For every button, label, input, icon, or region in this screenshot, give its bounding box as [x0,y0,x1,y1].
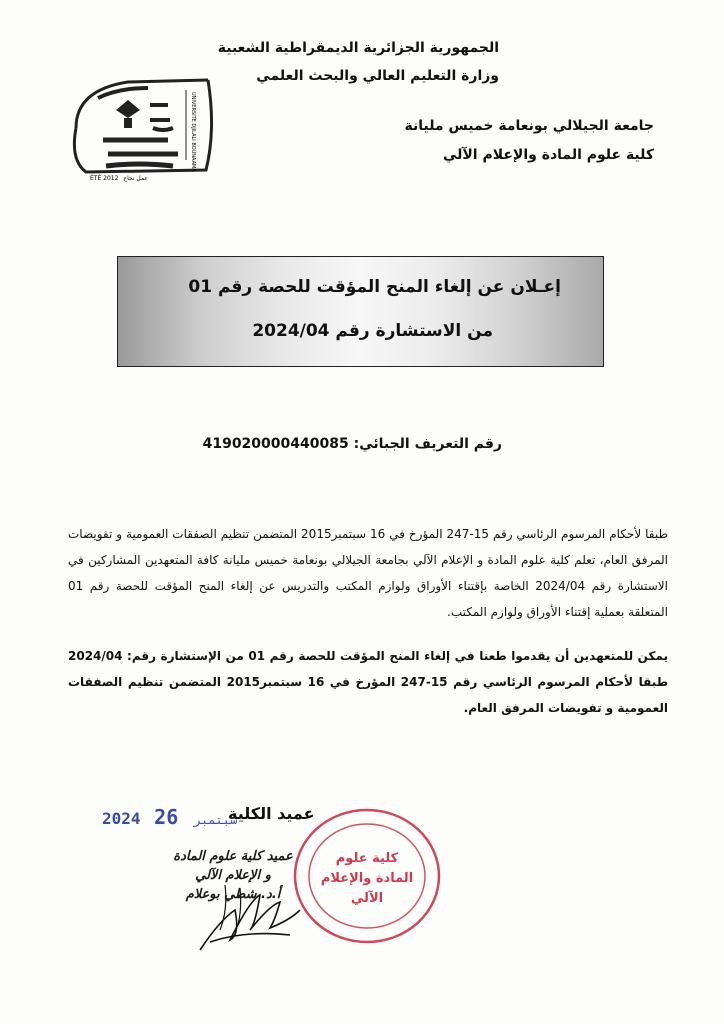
svg-text:المادة والإعلام: المادة والإعلام [320,871,414,886]
svg-text:كلية علوم: كلية علوم [335,851,399,866]
handwritten-signature [190,880,310,955]
announcement-title: إعـلان عن إلغاء المنح المؤقت للحصة رقم 01 [188,277,561,297]
logo-est-text: ÉTÉ 2012 [90,175,119,182]
date-year: 2024 [102,809,141,828]
date-day: 26 [154,805,179,829]
stamp-line-2: و الإعلام الآلي [195,868,271,883]
date-month: سبتمبر [193,813,238,827]
logo-motto-text: عمل نجاح [123,175,148,182]
stamp-line-1: عميد كلية علوم المادة [173,849,293,864]
header-ministry: وزارة التعليم العالي والبحث العلمي [256,68,499,84]
body-paragraph-2: يمكن للمتعهدين أن يقدموا طعنا في إلغاء المنح المؤقت للحصة رقم 01 من الإستشارة رقم: 2024/04 طبقا لأحكام المرسوم الرئاسي رقم 15-247 المؤرخ في 16 سبتمبر2015 المتضمن تنظيم الصفقات العمومية و تفويضات المرفق العام. [68,649,669,715]
header-faculty: كلية علوم المادة والإعلام الآلي [442,147,654,163]
tax-id: رقم التعريف الجبائي: 419020000440085 [202,436,502,452]
dean-title: عميد الكلية [228,804,315,823]
body-paragraph-1: طبقا لأحكام المرسوم الرئاسي رقم 15-247 المؤرخ في 16 سبتمبر2015 المتضمن تنظيم الصفقات العمومية و تفويضات المرفق العام، تعلم كلية علوم المادة و الإعلام الآلي بجامعة الجيلالي بونعامة خميس مليانة كافة المتعهدين المشاركين في الاستشارة رقم 2024/04 الخاصة بإقتناء الأوراق ولوازم المكتب والتدريس عن إلغاء المنح المؤقت للحصة رقم 01 المتعلقة بعملية إقتناء الأوراق ولوازم المكتب. [68,527,669,619]
stamp-line-3: أ.د. شطي بوعلام [185,887,281,902]
announcement-title-box [117,256,604,367]
date-stamp [102,805,237,829]
university-logo [58,70,218,185]
svg-text:الآلي: الآلي [350,891,384,906]
header-university: جامعة الجيلالي بونعامة خميس مليانة [404,118,654,134]
header-republic: الجمهورية الجزائرية الديمقراطية الشعبية [217,40,499,56]
announcement-subtitle: من الاستشارة رقم 2024/04 [252,321,493,341]
logo-latin-text: UNIVERSITE DJILALI BOUNAAMA [190,92,196,172]
